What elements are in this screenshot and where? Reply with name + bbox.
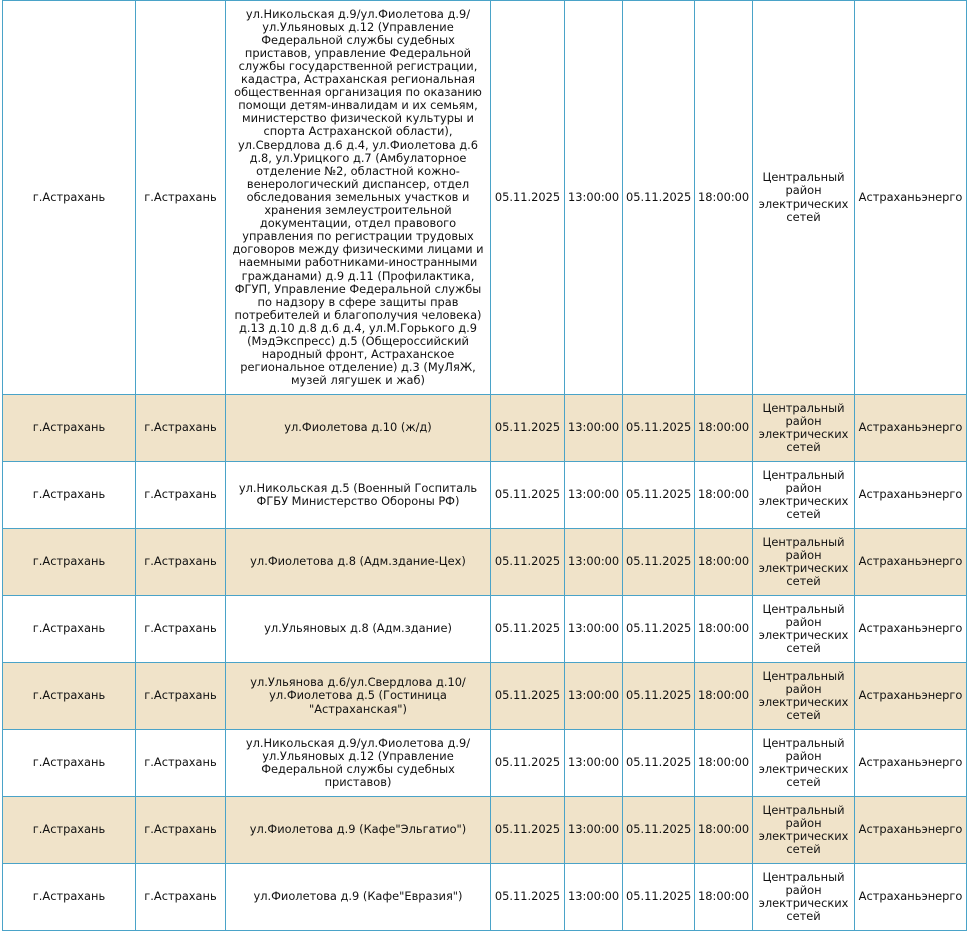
region-cell: г.Астрахань xyxy=(3,596,136,663)
end-date-cell: 05.11.2025 xyxy=(623,730,695,797)
address-cell: ул.Ульянова д.6/ул.Свердлова д.10/ ул.Фиолетова д.5 (Гостиница "Астраханская") xyxy=(226,663,491,730)
district-cell: Центральный район электрических сетей xyxy=(753,730,855,797)
district-cell: Центральный район электрических сетей xyxy=(753,395,855,462)
start-date-cell: 05.11.2025 xyxy=(491,730,565,797)
outage-table xyxy=(2,0,967,931)
end-time-cell: 18:00:00 xyxy=(695,462,753,529)
settlement-cell: г.Астрахань xyxy=(136,864,226,931)
settlement-cell: г.Астрахань xyxy=(136,529,226,596)
end-date-cell: 05.11.2025 xyxy=(623,797,695,864)
region-cell: г.Астрахань xyxy=(3,395,136,462)
company-cell: Астраханьэнерго xyxy=(855,730,967,797)
settlement-cell: г.Астрахань xyxy=(136,1,226,395)
start-date-cell: 05.11.2025 xyxy=(491,395,565,462)
company-cell: Астраханьэнерго xyxy=(855,1,967,395)
end-time-cell: 18:00:00 xyxy=(695,395,753,462)
table-row xyxy=(3,529,967,596)
start-time-cell: 13:00:00 xyxy=(565,596,623,663)
region-cell: г.Астрахань xyxy=(3,730,136,797)
district-cell: Центральный район электрических сетей xyxy=(753,797,855,864)
end-time-cell: 18:00:00 xyxy=(695,730,753,797)
start-time-cell: 13:00:00 xyxy=(565,864,623,931)
end-date-cell: 05.11.2025 xyxy=(623,596,695,663)
region-cell: г.Астрахань xyxy=(3,529,136,596)
settlement-cell: г.Астрахань xyxy=(136,395,226,462)
end-date-cell: 05.11.2025 xyxy=(623,529,695,596)
end-date-cell: 05.11.2025 xyxy=(623,462,695,529)
start-time-cell: 13:00:00 xyxy=(565,797,623,864)
table-row xyxy=(3,864,967,931)
region-cell: г.Астрахань xyxy=(3,1,136,395)
company-cell: Астраханьэнерго xyxy=(855,864,967,931)
table-row xyxy=(3,797,967,864)
table-row xyxy=(3,395,967,462)
settlement-cell: г.Астрахань xyxy=(136,730,226,797)
table-row xyxy=(3,596,967,663)
start-date-cell: 05.11.2025 xyxy=(491,462,565,529)
end-time-cell: 18:00:00 xyxy=(695,797,753,864)
company-cell: Астраханьэнерго xyxy=(855,462,967,529)
start-date-cell: 05.11.2025 xyxy=(491,529,565,596)
address-cell: ул.Ульяновых д.8 (Адм.здание) xyxy=(226,596,491,663)
start-date-cell: 05.11.2025 xyxy=(491,864,565,931)
table-row xyxy=(3,1,967,395)
table-row xyxy=(3,462,967,529)
end-time-cell: 18:00:00 xyxy=(695,529,753,596)
end-time-cell: 18:00:00 xyxy=(695,663,753,730)
start-time-cell: 13:00:00 xyxy=(565,529,623,596)
settlement-cell: г.Астрахань xyxy=(136,797,226,864)
district-cell: Центральный район электрических сетей xyxy=(753,663,855,730)
district-cell: Центральный район электрических сетей xyxy=(753,864,855,931)
end-date-cell: 05.11.2025 xyxy=(623,663,695,730)
start-date-cell: 05.11.2025 xyxy=(491,596,565,663)
company-cell: Астраханьэнерго xyxy=(855,596,967,663)
start-time-cell: 13:00:00 xyxy=(565,730,623,797)
district-cell: Центральный район электрических сетей xyxy=(753,462,855,529)
region-cell: г.Астрахань xyxy=(3,663,136,730)
address-cell: ул.Никольская д.9/ул.Фиолетова д.9/ ул.Ульяновых д.12 (Управление Федеральной службы судебных приставов) xyxy=(226,730,491,797)
company-cell: Астраханьэнерго xyxy=(855,529,967,596)
start-date-cell: 05.11.2025 xyxy=(491,1,565,395)
settlement-cell: г.Астрахань xyxy=(136,462,226,529)
region-cell: г.Астрахань xyxy=(3,797,136,864)
table-row xyxy=(3,663,967,730)
start-time-cell: 13:00:00 xyxy=(565,462,623,529)
end-time-cell: 18:00:00 xyxy=(695,864,753,931)
district-cell: Центральный район электрических сетей xyxy=(753,596,855,663)
table-row xyxy=(3,730,967,797)
address-cell: ул.Фиолетова д.10 (ж/д) xyxy=(226,395,491,462)
address-cell: ул.Никольская д.9/ул.Фиолетова д.9/ ул.Ульяновых д.12 (Управление Федеральной службы судебных приставов, управление Федеральной службы государственной регистрации, кадастра, Астраханская региональная общественная организация по оказанию помощи детям-инвалидам и их семьям, министерство физической культуры и спорта Астраханской области), ул.Свердлова д.6 д.4, ул.Фиолетова д.6 д.8, ул.Урицкого д.7 (Амбулаторное отделение №2, областной кожно-венерологический диспансер, отдел обследования земельных участков и хранения землеустроительной документации, отдел правового управления по регистрации трудовых договоров между физическими лицами и наемными работниками-иностранными гражданами) д.9 д.11 (Профилактика, ФГУП, Управление Федеральной службы по надзору в сфере защиты прав потребителей и благополучия человека) д.13 д.10 д.8 д.6 д.4, ул.М.Горького д.9 (МэдЭкспресс) д.5 (Общероссийский народный фронт, Астраханское региональное отделение) д.3 (МуЛяЖ, музей лягушек и жаб) xyxy=(226,1,491,395)
start-date-cell: 05.11.2025 xyxy=(491,797,565,864)
start-time-cell: 13:00:00 xyxy=(565,663,623,730)
end-time-cell: 18:00:00 xyxy=(695,1,753,395)
settlement-cell: г.Астрахань xyxy=(136,596,226,663)
start-time-cell: 13:00:00 xyxy=(565,395,623,462)
company-cell: Астраханьэнерго xyxy=(855,663,967,730)
start-time-cell: 13:00:00 xyxy=(565,1,623,395)
start-date-cell: 05.11.2025 xyxy=(491,663,565,730)
company-cell: Астраханьэнерго xyxy=(855,395,967,462)
address-cell: ул.Фиолетова д.9 (Кафе"Эльгатио") xyxy=(226,797,491,864)
company-cell: Астраханьэнерго xyxy=(855,797,967,864)
end-date-cell: 05.11.2025 xyxy=(623,395,695,462)
address-cell: ул.Фиолетова д.8 (Адм.здание-Цех) xyxy=(226,529,491,596)
end-date-cell: 05.11.2025 xyxy=(623,1,695,395)
district-cell: Центральный район электрических сетей xyxy=(753,529,855,596)
district-cell: Центральный район электрических сетей xyxy=(753,1,855,395)
address-cell: ул.Никольская д.5 (Военный Госпиталь ФГБУ Министерство Обороны РФ) xyxy=(226,462,491,529)
region-cell: г.Астрахань xyxy=(3,462,136,529)
end-time-cell: 18:00:00 xyxy=(695,596,753,663)
settlement-cell: г.Астрахань xyxy=(136,663,226,730)
end-date-cell: 05.11.2025 xyxy=(623,864,695,931)
region-cell: г.Астрахань xyxy=(3,864,136,931)
address-cell: ул.Фиолетова д.9 (Кафе"Евразия") xyxy=(226,864,491,931)
